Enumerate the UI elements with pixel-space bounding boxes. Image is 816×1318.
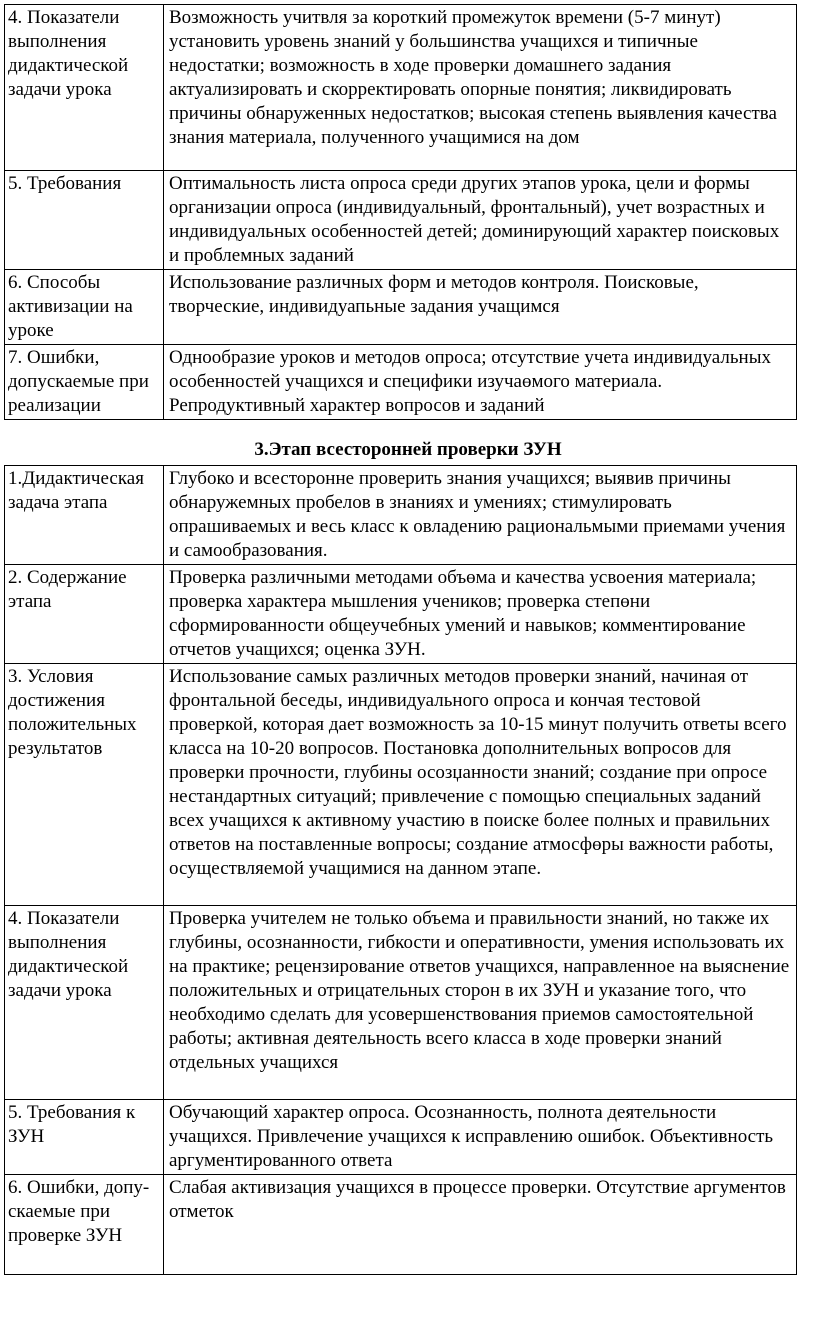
table-row (5, 1175, 797, 1275)
row-label: 5. Требования к ЗУН (5, 1100, 164, 1175)
row-content: Использование самых различных методов проверки знаний, начиная от фронтальной беседы, индивидуального опроса и кончая тестовой проверкой, которая дает возможность за 10-15 минут получить ответы всего класса на 10-20 вопросов. Постановка дополнительных вопросов для проверки прочности, глубины осозџанности знаний; создание при опросе нестандартных ситуаций; привлечение с помощью специальных заданий всех учащихся к активному участию в поиске более полных и правильних ответов на поставленные вопросы; создание атмосфөры важности работы, осуществляемой учащимися на данном этапе. (164, 664, 797, 906)
row-label: 1.Дидактическая задача этапа (5, 466, 164, 565)
row-content: Оптимальность листа опроса среди других этапов урока, цели и формы организации опроса (индивидуальный, фронтальный), учет возрастных и индивидуальных особенностей детей; доминирующий характер поисковых и проблемных заданий (164, 171, 797, 270)
row-content: Однообразие уроков и методов опроса; отсутствие учета индивидуальных особенностей учащихся и специфики изучаөмого материала. Репродуктивный характер вопросов и заданий (164, 345, 797, 420)
table-row (5, 906, 797, 1100)
row-label: 4. Показатели выполнения дидактической задачи урока (5, 5, 164, 171)
section-title: 3.Этап всесторонней проверки ЗУН (254, 439, 562, 460)
row-content: Обучающий характер опроса. Осознанность, полнота деятельности учащихся. Привлечение учащихся к исправлению ошибок. Объективность аргументированного ответа (164, 1100, 797, 1175)
row-content: Проверка различными методами объөма и качества усвоения материала; проверка характера мышления учеников; проверка степөни сформированности общеучебных умений и навыков; комментирование отчетов учащихся; оценка ЗУН. (164, 565, 797, 664)
row-content: Использование различных форм и методов контроля. Поисковые, творческие, индивидуапьные задания учащимся (164, 270, 797, 345)
row-label: 4. Показатели выполнения дидактической задачи урока (5, 906, 164, 1100)
table-row (5, 1100, 797, 1175)
top-table (4, 4, 797, 420)
row-label: 2. Содержание этапа (5, 565, 164, 664)
row-label: 7. Ошибки, допускаемые при реализации (5, 345, 164, 420)
row-content: Проверка учителем не только объема и правильности знаний, но также их глубины, осознанности, гибкости и оперативности, умения использовать их на практике; рецензирование ответов учащихся, направленное на выяснение положительных и отрицательных сторон в их ЗУН и указание того, что необходимо сделать для усовершенствования приемов самостоятельной работы; активная деятельность всего класса в ходе проверки знаний отдельных учащихся (164, 906, 797, 1100)
bottom-table (4, 465, 797, 1275)
table-row (5, 664, 797, 906)
row-content: Слабая активизация учащихся в процессе проверки. Отсутствие аргументов отметок (164, 1175, 797, 1275)
row-label: 6. Ошибки, допу-скаемые при проверке ЗУН (5, 1175, 164, 1275)
table-row (5, 5, 797, 171)
table-row (5, 171, 797, 270)
table-row (5, 565, 797, 664)
row-label: 3. Условия достижения положительных результатов (5, 664, 164, 906)
row-content: Глубоко и всесторонне проверить знания учащихся; выявив причины обнаружемных пробелов в знаниях и умениях; стимулировать опрашиваемых и весь класс к овладению рациональмыми приемами учения и самообразования. (164, 466, 797, 565)
row-content: Возможность учитвля за короткий промежуток времени (5-7 минут) установить уровень знаний у большинства учащихся и типичные недостатки; возможность в ходе проверки домашнего задания актуализировать и скорректировать опорные понятия; ликвидировать причины обнаруженных недостатков; высокая степень выявления качества знания материала, полученного учащимися на дом (164, 5, 797, 171)
table-row (5, 345, 797, 420)
row-label: 5. Требования (5, 171, 164, 270)
table-row (5, 466, 797, 565)
row-label: 6. Способы активизации на уроке (5, 270, 164, 345)
table-row (5, 270, 797, 345)
